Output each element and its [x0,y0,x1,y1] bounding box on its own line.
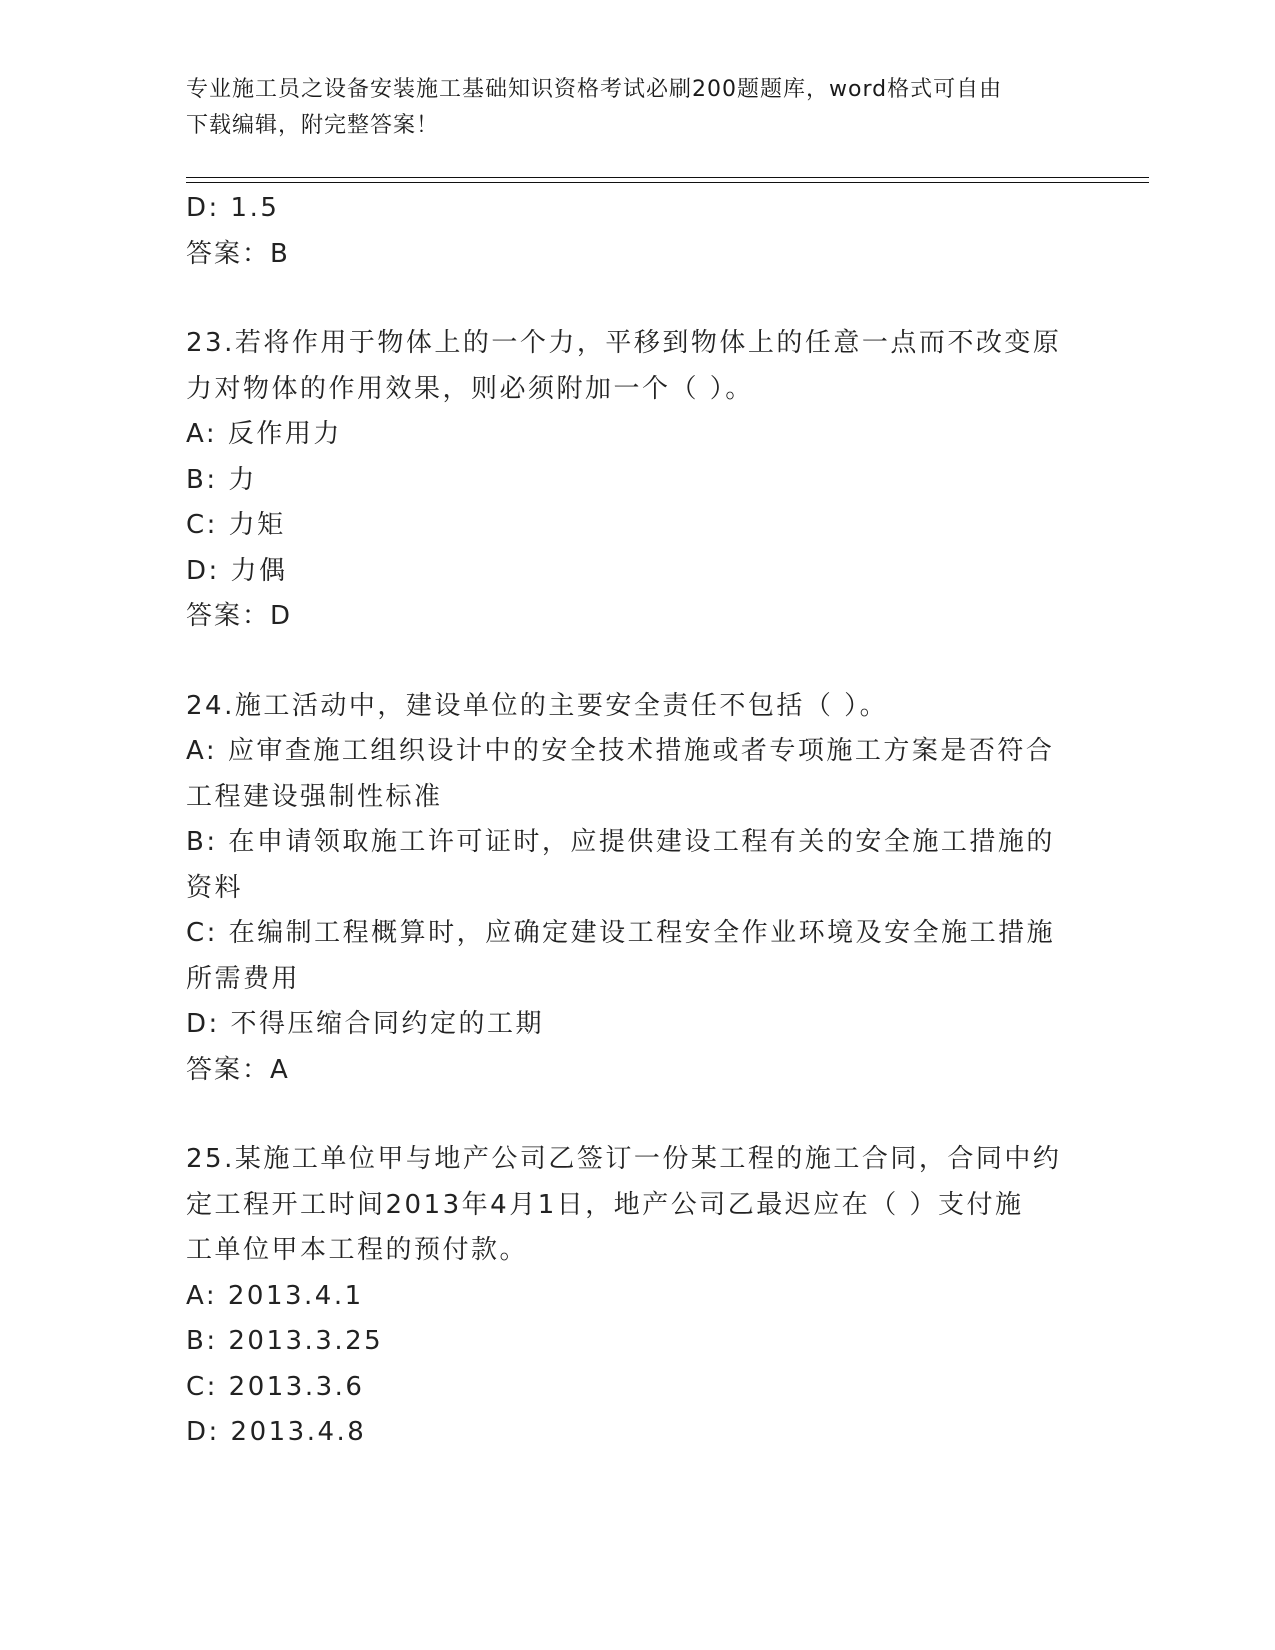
option-c: C: 力矩 [186,510,286,540]
option-a: A: 反作用力 [186,419,342,449]
option-b-continued: 资料 [186,872,244,903]
answer-line: 答案：D [186,601,293,631]
question-stem-continued: 定工程开工时间2013年4月1日，地产公司乙最迟应在（ ）支付施 [186,1189,1024,1220]
option-d: D: 不得压缩合同约定的工期 [186,1009,545,1039]
answer-line: 答案：B [186,238,290,269]
option-c-continued: 所需费用 [186,963,301,994]
option-d: D: 1.5 [186,193,280,223]
header-divider-bottom [186,182,1149,183]
header-title-line-1: 专业施工员之设备安装施工基础知识资格考试必刷200题题库，word格式可自由 [186,77,1003,102]
question-24 [186,684,1086,1094]
option-a-continued: 工程建设强制性标准 [186,781,443,812]
header-divider-top [186,177,1149,178]
question-23 [186,321,1086,640]
page-header [186,72,1086,144]
question-25 [186,1137,1086,1456]
option-d: D: 力偶 [186,555,288,586]
option-a: A: 应审查施工组织设计中的安全技术措施或者专项施工方案是否符合 [186,736,1055,766]
option-c: C: 在编制工程概算时，应确定建设工程安全作业环境及安全施工措施 [186,918,1056,948]
question-stem: 25.某施工单位甲与地产公司乙签订一份某工程的施工合同，合同中约 [186,1144,1062,1174]
answer-line: 答案：A [186,1054,290,1085]
question-stem: 23.若将作用于物体上的一个力，平移到物体上的任意一点而不改变原 [186,328,1062,358]
spacer [186,640,1086,684]
question-list [186,186,1086,1456]
question-stem-continued: 力对物体的作用效果，则必须附加一个（ ）。 [186,373,754,404]
question-22-tail [186,186,1086,277]
spacer [186,277,1086,321]
question-stem: 24.施工活动中，建设单位的主要安全责任不包括（ ）。 [186,690,889,721]
spacer [186,1093,1086,1137]
question-stem-continued: 工单位甲本工程的预付款。 [186,1235,529,1265]
option-b: B: 在申请领取施工许可证时，应提供建设工程有关的安全施工措施的 [186,827,1055,857]
option-c: C: 2013.3.6 [186,1371,365,1402]
option-d: D: 2013.4.8 [186,1417,367,1447]
option-b: B: 2013.3.25 [186,1326,384,1356]
option-a: A: 2013.4.1 [186,1280,364,1311]
option-b: B: 力 [186,464,257,495]
header-title-line-2: 下载编辑，附完整答案！ [186,113,440,138]
